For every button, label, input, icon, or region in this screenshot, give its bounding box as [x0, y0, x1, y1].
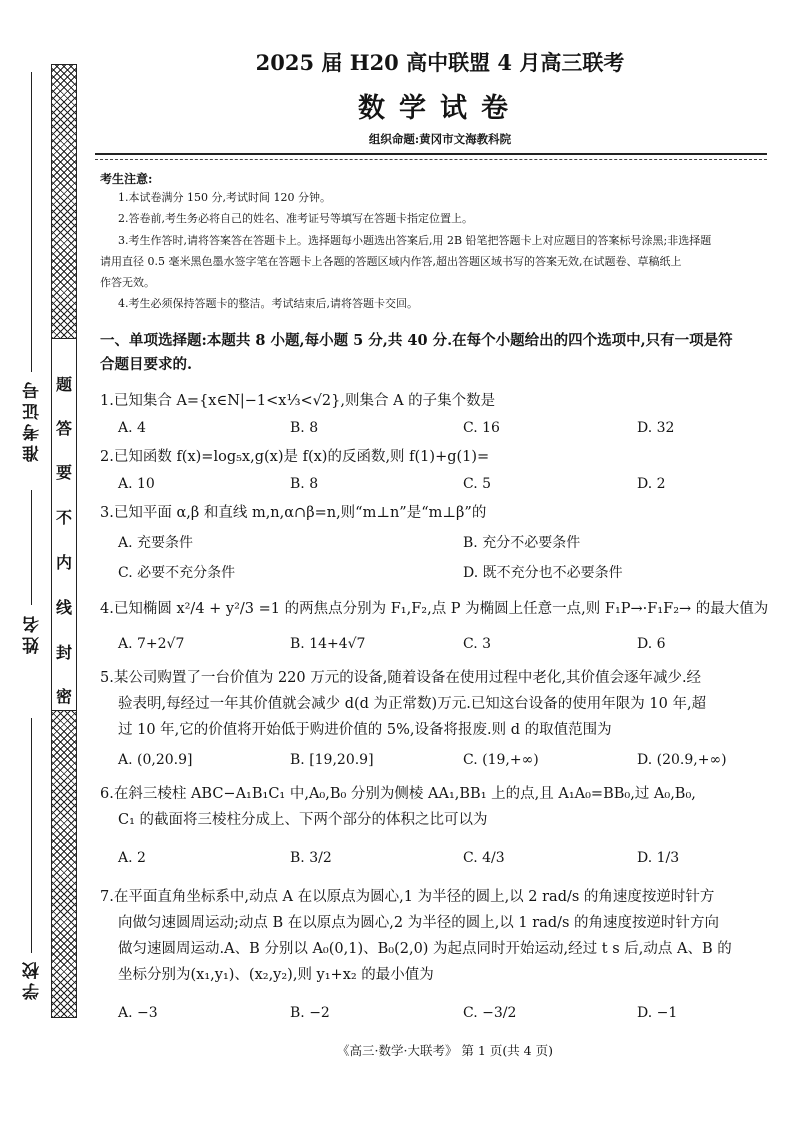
seal-char: 答: [55, 419, 72, 438]
exam-id-label: 准考证号: [23, 378, 43, 462]
option-d: D. 6: [637, 636, 666, 652]
notice-item: 4.考生必须保持答题卡的整洁。考试结束后,请将答题卡交回。: [118, 297, 418, 310]
binding-hatch-bottom: [51, 710, 77, 1018]
notice-item: 1.本试卷满分 150 分,考试时间 120 分钟。: [118, 191, 331, 204]
option-b: B. [19,20.9]: [290, 752, 374, 768]
question-2: 2.已知函数 f(x)=log₅x,g(x)是 f(x)的反函数,则 f(1)+g(1)=: [100, 449, 490, 465]
header-rule-dashed: [95, 159, 767, 160]
option-b: B. −2: [290, 1005, 330, 1021]
school-line[interactable]: [31, 718, 32, 953]
question-6: 6.在斜三棱柱 ABC−A₁B₁C₁ 中,A₀,B₀ 分别为侧棱 AA₁,BB₁ 上的点,且 A₁A₀=BB₀,过 A₀,B₀,: [100, 786, 696, 802]
option-c: C. 5: [463, 476, 492, 492]
seal-char: 线: [55, 598, 72, 617]
option-c: C. (19,+∞): [463, 752, 539, 768]
option-c: C. 4/3: [463, 850, 505, 866]
option-c: C. 3: [463, 636, 492, 652]
option-a: A. 充要条件: [118, 535, 194, 551]
option-a: A. 10: [118, 476, 155, 492]
question-4: 4.已知椭圆 x²/4 + y²/3 =1 的两焦点分别为 F₁,F₂,点 P 为椭圆上任意一点,则 F₁P→·F₁F₂→ 的最大值为: [100, 601, 769, 617]
option-b: B. 充分不必要条件: [463, 535, 581, 551]
organizer: 组织命题:黄冈市文海教科院: [368, 132, 512, 146]
question-7: 7.在平面直角坐标系中,动点 A 在以原点为圆心,1 为半径的圆上,以 2 rad/s 的角速度按逆时针方: [100, 889, 715, 905]
option-c: C. 必要不充分条件: [118, 565, 236, 581]
name-line[interactable]: [31, 490, 32, 605]
option-c: C. 16: [463, 420, 500, 436]
option-d: D. 32: [637, 420, 675, 436]
option-a: A. 2: [118, 850, 146, 866]
section-heading: 一、单项选择题:本题共 8 小题,每小题 5 分,共 40 分.在每个小题给出的四个选项中,只有一项是符: [100, 332, 733, 349]
binding-hatch-top: [51, 64, 77, 339]
option-b: B. 8: [290, 420, 319, 436]
option-b: B. 14+4√7: [290, 636, 366, 652]
seal-char: 内: [55, 553, 72, 572]
seal-char: 题: [55, 375, 72, 394]
seal-char: 要: [55, 463, 72, 482]
section-heading: 合题目要求的.: [100, 356, 193, 373]
question-3: 3.已知平面 α,β 和直线 m,n,α∩β=n,则“m⊥n”是“m⊥β”的: [100, 505, 487, 521]
question-5-cont: 过 10 年,它的价值将开始低于购进价值的 5%,设备将报废.则 d 的取值范围为: [118, 722, 612, 738]
question-5-cont: 验表明,每经过一年其价值就会减少 d(d 为正常数)万元.已知这台设备的使用年限为 10 年,超: [118, 696, 707, 712]
question-7-cont: 坐标分别为(x₁,y₁)、(x₂,y₂),则 y₁+x₂ 的最小值为: [118, 967, 434, 983]
option-b: B. 3/2: [290, 850, 332, 866]
seal-char: 密: [55, 687, 72, 706]
question-5: 5.某公司购置了一台价值为 220 万元的设备,随着设备在使用过程中老化,其价值会逐年减少.经: [100, 670, 702, 686]
question-7-cont: 向做匀速圆周运动;动点 B 在以原点为圆心,2 为半径的圆上,以 1 rad/s 的角速度按逆时针方向: [118, 915, 720, 931]
option-d: D. 2: [637, 476, 666, 492]
option-a: A. 4: [118, 420, 146, 436]
exam-id-line[interactable]: [31, 72, 32, 372]
option-d: D. −1: [637, 1005, 678, 1021]
option-c: C. −3/2: [463, 1005, 517, 1021]
school-label: 学校: [23, 958, 43, 1000]
question-6-cont: C₁ 的截面将三棱柱分成上、下两个部分的体积之比可以为: [118, 812, 488, 828]
option-d: D. (20.9,+∞): [637, 752, 727, 768]
subject-title: 数学试卷: [358, 93, 522, 124]
notice-item: 3.考生作答时,请将答案答在答题卡上。选择题每小题选出答案后,用 2B 铅笔把答题卡上对应题目的答案标号涂黑;非选择题: [118, 234, 712, 247]
option-b: B. 8: [290, 476, 319, 492]
header-rule: [95, 153, 767, 155]
seal-char: 封: [55, 643, 72, 662]
notice-title: 考生注意:: [100, 172, 153, 186]
name-label: 姓名: [23, 612, 43, 654]
seal-char: 不: [55, 508, 72, 527]
notice-item: 请用直径 0.5 毫米黑色墨水签字笔在答题卡上各题的答题区域内作答,超出答题区域书写的答案无效,在试题卷、草稿纸上: [100, 255, 682, 268]
question-7-cont: 做匀速圆周运动.A、B 分别以 A₀(0,1)、B₀(2,0) 为起点同时开始运动,经过 t s 后,动点 A、B 的: [118, 941, 732, 957]
option-a: A. 7+2√7: [118, 636, 185, 652]
notice-item: 2.答卷前,考生务必将自己的姓名、准考证号等填写在答题卡指定位置上。: [118, 212, 473, 225]
option-d: D. 1/3: [637, 850, 680, 866]
page-footer: 《高三·数学·大联考》 第 1 页(共 4 页): [337, 1043, 553, 1058]
option-a: A. (0,20.9]: [118, 752, 193, 768]
option-a: A. −3: [118, 1005, 158, 1021]
exam-title: 2025 届 H20 高中联盟 4 月高三联考: [255, 50, 625, 75]
option-d: D. 既不充分也不必要条件: [463, 565, 623, 581]
notice-item: 作答无效。: [100, 276, 155, 289]
question-1: 1.已知集合 A={x∈N|−1<x⅓<√2},则集合 A 的子集个数是: [100, 393, 496, 409]
